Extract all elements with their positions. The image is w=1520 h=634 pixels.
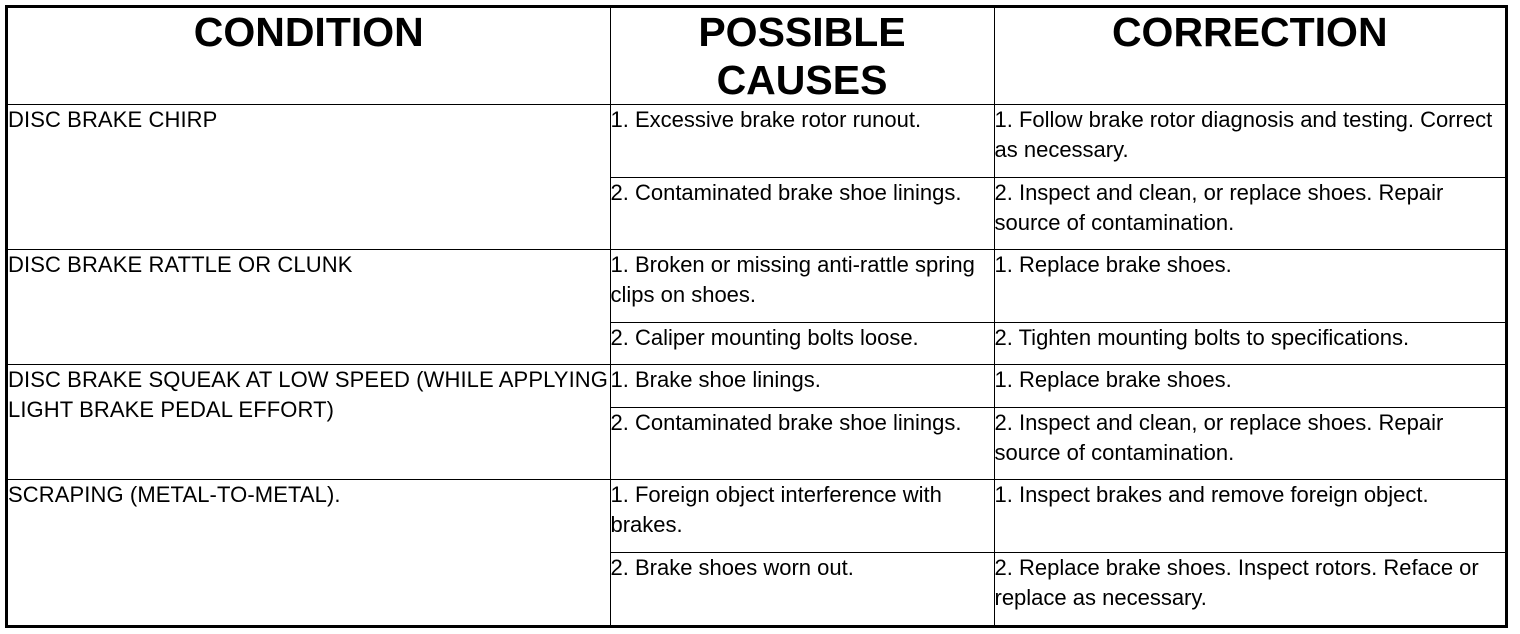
cause-cell: 1. Foreign object interference with brakes. [610, 480, 994, 553]
table-row [8, 250, 1505, 323]
correction-cell: 2. Inspect and clean, or replace shoes. Repair source of contamination. [994, 177, 1505, 250]
correction-cell: 2. Inspect and clean, or replace shoes. Repair source of contamination. [994, 407, 1505, 480]
condition-cell: SCRAPING (METAL-TO-METAL). [8, 480, 610, 625]
header-causes-line1: POSSIBLE [698, 9, 906, 55]
correction-cell: 1. Replace brake shoes. [994, 250, 1505, 323]
condition-cell: DISC BRAKE RATTLE OR CLUNK [8, 250, 610, 365]
correction-cell: 1. Follow brake rotor diagnosis and testing. Correct as necessary. [994, 105, 1505, 178]
cause-cell: 2. Caliper mounting bolts loose. [610, 322, 994, 364]
cause-cell: 1. Broken or missing anti-rattle spring clips on shoes. [610, 250, 994, 323]
header-row [8, 8, 1505, 105]
table-row [8, 480, 1505, 553]
header-correction-label: CORRECTION [1111, 9, 1388, 55]
cause-cell: 1. Brake shoe linings. [610, 365, 994, 407]
correction-cell: 1. Inspect brakes and remove foreign object. [994, 480, 1505, 553]
cause-cell: 2. Contaminated brake shoe linings. [610, 407, 994, 480]
cause-cell: 2. Contaminated brake shoe linings. [610, 177, 994, 250]
table-row [8, 105, 1505, 178]
correction-cell: 2. Tighten mounting bolts to specifications. [994, 322, 1505, 364]
cause-cell: 1. Excessive brake rotor runout. [610, 105, 994, 178]
header-correction [994, 8, 1505, 105]
header-condition-label: CONDITION [193, 9, 424, 55]
correction-cell: 2. Replace brake shoes. Inspect rotors. Reface or replace as necessary. [994, 552, 1505, 625]
header-causes-line2: CAUSES [716, 57, 888, 103]
correction-cell: 1. Replace brake shoes. [994, 365, 1505, 407]
header-condition [8, 8, 610, 105]
cause-cell: 2. Brake shoes worn out. [610, 552, 994, 625]
brake-diagnosis-table [8, 8, 1505, 625]
condition-cell: DISC BRAKE CHIRP [8, 105, 610, 250]
table-row [8, 365, 1505, 407]
header-possible-causes [610, 8, 994, 105]
condition-cell: DISC BRAKE SQUEAK AT LOW SPEED (WHILE APPLYING LIGHT BRAKE PEDAL EFFORT) [8, 365, 610, 480]
diagnosis-table-frame [5, 5, 1508, 628]
